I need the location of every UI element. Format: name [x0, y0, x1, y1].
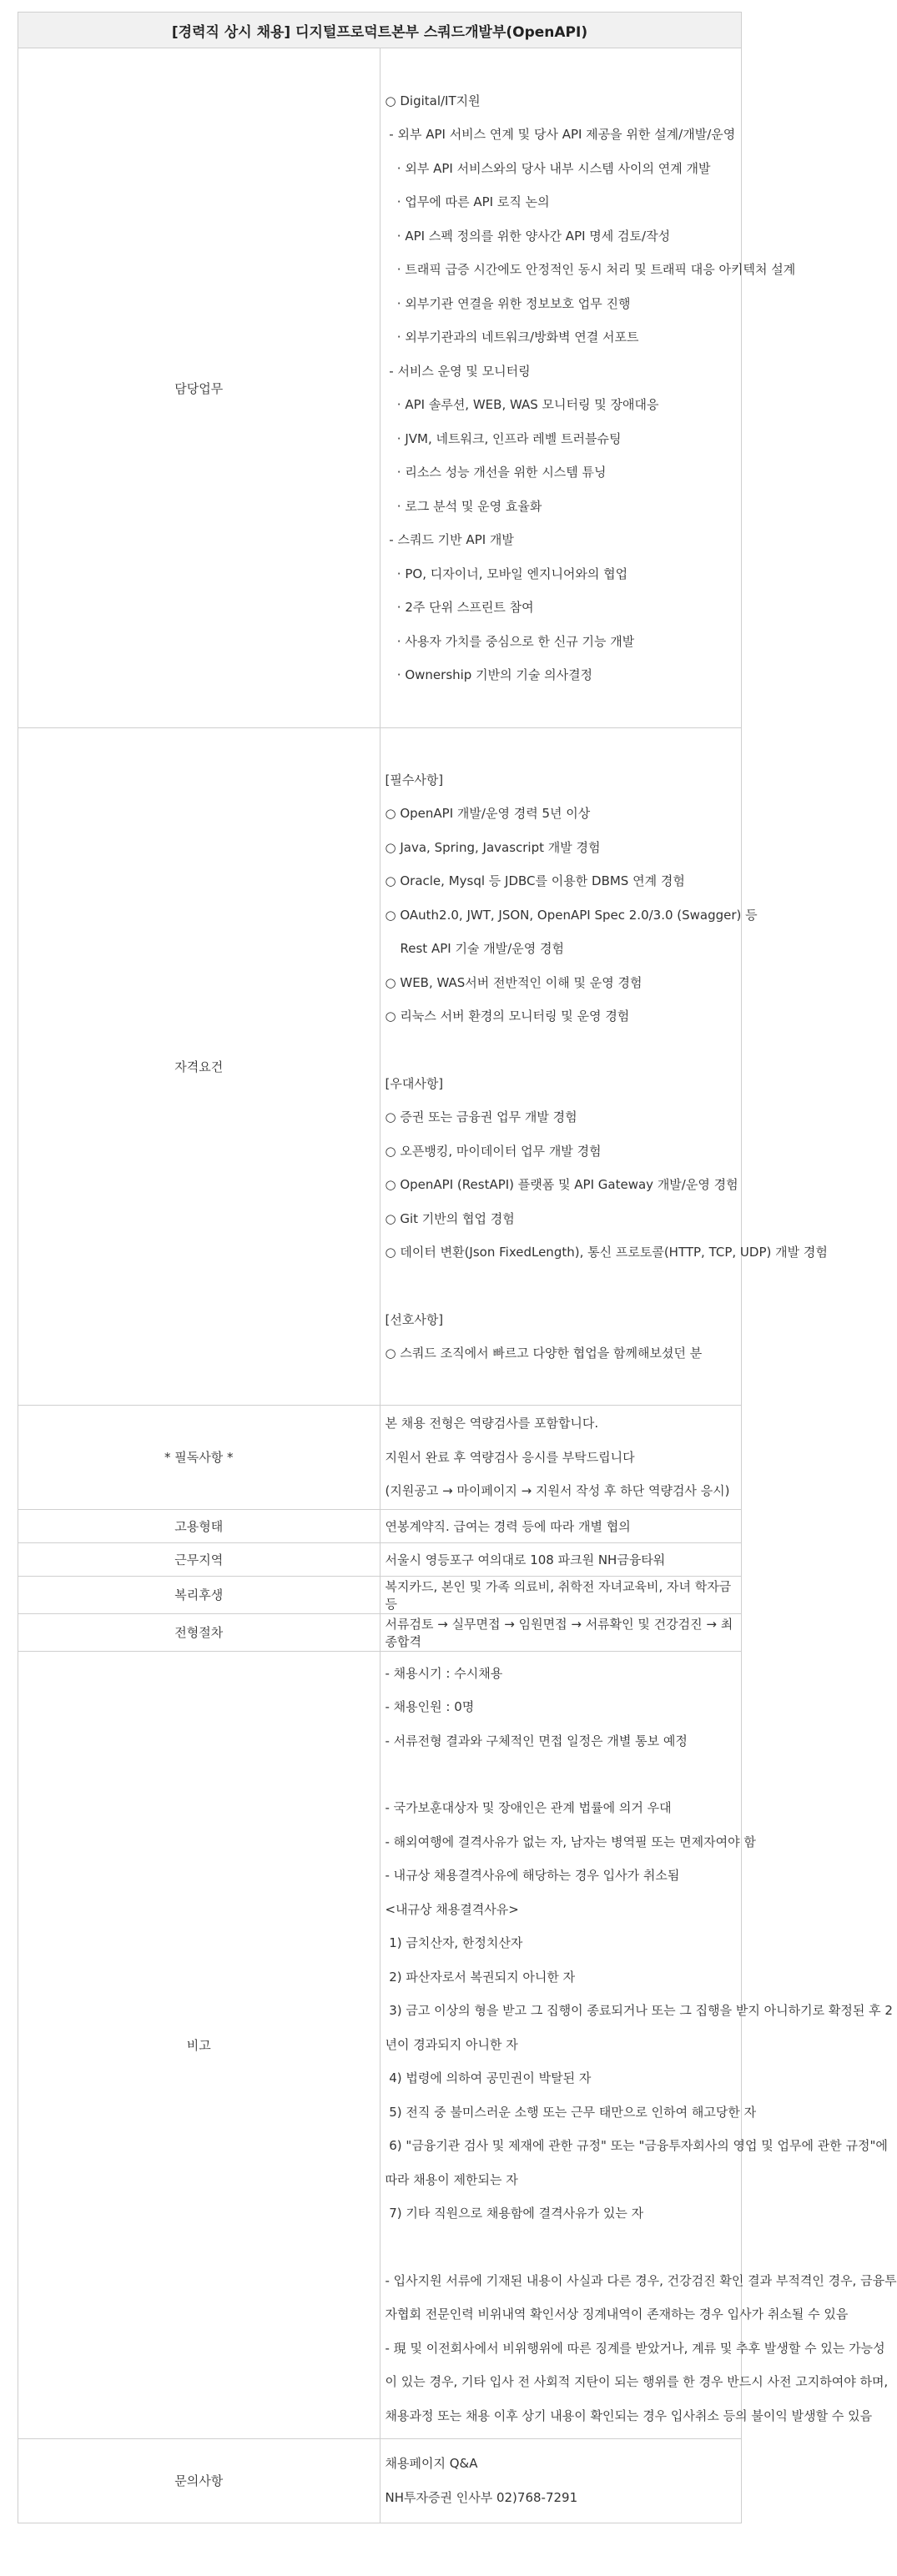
notes-line: 3) 금고 이상의 형을 받고 그 집행이 종료되거나 또는 그 집행을 받지 아니하기로 확정된 후 2 [385, 2003, 893, 2019]
row-label-must-read: * 필독사항 * [18, 1406, 380, 1510]
duties-line: · 업무에 따른 API 로직 논의 [385, 194, 550, 209]
notes-content [380, 1651, 897, 2438]
employment-type-value: 연봉계약직. 급여는 경력 등에 따라 개별 협의 [380, 1509, 742, 1542]
row-label-notes: 비고 [18, 1651, 380, 2438]
notes-line: - 해외여행에 결격사유가 없는 자, 남자는 병역필 또는 면제자여야 함 [385, 1834, 756, 1849]
bonus-item: ○ 스쿼드 조직에서 빠르고 다양한 협업을 함께해보셨던 분 [385, 1346, 703, 1361]
qualifications-content [380, 728, 828, 1406]
preferred-item: ○ 증권 또는 금융권 업무 개발 경험 [385, 1109, 577, 1124]
must-read-line: 본 채용 전형은 역량검사를 포함합니다. [385, 1416, 599, 1431]
bonus-title: [선호사항] [385, 1311, 444, 1327]
duties-line: - 외부 API 서비스 연계 및 당사 API 제공을 위한 설계/개발/운영 [385, 127, 736, 142]
duties-line: · 사용자 가치를 중심으로 한 신규 기능 개발 [385, 633, 635, 649]
duties-line: · 외부기관 연결을 위한 정보보호 업무 진행 [385, 295, 631, 311]
notes-line: - 채용인원 : 0명 [385, 1699, 475, 1715]
row-employment-type [18, 1509, 742, 1542]
row-label-benefits: 복리후생 [18, 1576, 380, 1613]
duties-line: · 리소스 성능 개선을 위한 시스템 튜닝 [385, 465, 607, 480]
duties-line: · Ownership 기반의 기술 의사결정 [385, 667, 593, 682]
posting-title: [경력직 상시 채용] 디지털프로덕트본부 스쿼드개발부(OpenAPI) [18, 13, 742, 48]
row-benefits [18, 1576, 742, 1613]
duties-content [380, 48, 796, 728]
required-item: ○ OpenAPI 개발/운영 경력 5년 이상 [385, 806, 591, 821]
notes-line: - 現 및 이전회사에서 비위행위에 따른 징계를 받았거나, 계류 및 추후 발생할 수 있는 가능성 [385, 2340, 885, 2356]
notes-line: - 국가보훈대상자 및 장애인은 관계 법률에 의거 우대 [385, 1800, 672, 1816]
duties-line: - 서비스 운영 및 모니터링 [385, 363, 531, 379]
preferred-item: ○ OpenAPI (RestAPI) 플랫폼 및 API Gateway 개발/운영 경험 [385, 1177, 738, 1192]
notes-line: 5) 전직 중 불미스러운 소행 또는 근무 태만으로 인하여 해고당한 자 [385, 2104, 757, 2120]
notes-line: - 채용시기 : 수시채용 [385, 1665, 503, 1681]
notes-line: 년이 경과되지 아니한 자 [385, 2036, 518, 2052]
row-label-qualifications: 자격요건 [18, 728, 380, 1406]
required-item: ○ OAuth2.0, JWT, JSON, OpenAPI Spec 2.0/3.0 (Swagger) 등 [385, 907, 758, 923]
duties-line: · 2주 단위 스프린트 참여 [385, 600, 534, 615]
notes-line: 따라 채용이 제한되는 자 [385, 2171, 518, 2187]
row-label-employment-type: 고용형태 [18, 1509, 380, 1542]
required-item: ○ Oracle, Mysql 등 JDBC를 이용한 DBMS 연계 경험 [385, 873, 685, 888]
row-duties [18, 48, 742, 728]
title-row [18, 13, 742, 48]
notes-line: 6) "금융기관 검사 및 제재에 관한 규정" 또는 "금융투자회사의 영업 및 업무에 관한 규정"에 [385, 2138, 888, 2154]
row-label-duties: 담당업무 [18, 48, 380, 728]
notes-line: 4) 법령에 의하여 공민권이 박탈된 자 [385, 2070, 592, 2086]
preferred-item: ○ Git 기반의 협업 경험 [385, 1210, 515, 1226]
required-item: ○ WEB, WAS서버 전반적인 이해 및 운영 경험 [385, 974, 643, 990]
required-item: ○ Java, Spring, Javascript 개발 경험 [385, 839, 601, 855]
notes-line: 7) 기타 직원으로 채용함에 결격사유가 있는 자 [385, 2206, 644, 2221]
required-title: [필수사항] [385, 772, 444, 787]
job-posting [18, 12, 897, 2523]
job-posting-table [18, 12, 897, 2523]
preferred-title: [우대사항] [385, 1075, 444, 1091]
must-read-content [380, 1406, 742, 1510]
duties-line: · 로그 분석 및 운영 효율화 [385, 498, 542, 514]
row-label-process: 전형절차 [18, 1613, 380, 1651]
notes-line: - 서류전형 결과와 구체적인 면접 일정은 개별 통보 예정 [385, 1733, 688, 1748]
row-contact [18, 2438, 742, 2523]
row-must-read [18, 1406, 742, 1510]
duties-line: ○ Digital/IT지원 [385, 93, 481, 108]
required-item: Rest API 기술 개발/운영 경험 [400, 941, 564, 956]
row-location [18, 1542, 742, 1576]
preferred-item: ○ 데이터 변환(Json FixedLength), 통신 프로토콜(HTTP, TCP, UDP) 개발 경험 [385, 1245, 828, 1260]
notes-line: <내규상 채용결격사유> [385, 1901, 519, 1917]
notes-line: 자협회 전문인력 비위내역 확인서상 징계내역이 존재하는 경우 입사가 취소될 수 있음 [385, 2307, 849, 2322]
duties-line: · 외부기관과의 네트워크/방화벽 연결 서포트 [385, 330, 639, 345]
contact-line: NH투자증권 인사부 02)768-7291 [385, 2489, 578, 2505]
duties-line: · API 스펙 정의를 위한 양사간 API 명세 검토/작성 [385, 228, 671, 244]
row-label-contact: 문의사항 [18, 2438, 380, 2523]
benefits-value: 복지카드, 본인 및 가족 의료비, 취학전 자녀교육비, 자녀 학자금 등 [380, 1576, 742, 1613]
notes-line: - 입사지원 서류에 기재된 내용이 사실과 다른 경우, 건강검진 확인 결과 부적격인 경우, 금융투 [385, 2272, 897, 2288]
duties-line: · 트래픽 급증 시간에도 안정적인 동시 처리 및 트래픽 대응 아키텍처 설계 [385, 262, 796, 277]
required-item: ○ 리눅스 서버 환경의 모니터링 및 운영 경험 [385, 1009, 630, 1024]
duties-line: - 스쿼드 기반 API 개발 [385, 532, 514, 547]
duties-line: · PO, 디자이너, 모바일 엔지니어와의 협업 [385, 566, 628, 581]
notes-line: 2) 파산자로서 복권되지 아니한 자 [385, 1969, 576, 1985]
row-label-location: 근무지역 [18, 1542, 380, 1576]
contact-content [380, 2438, 742, 2523]
location-value: 서울시 영등포구 여의대로 108 파크원 NH금융타워 [380, 1542, 742, 1576]
notes-line: 1) 금치산자, 한정치산자 [385, 1935, 523, 1951]
duties-line: · 외부 API 서비스와의 당사 내부 시스템 사이의 연계 개발 [385, 160, 711, 176]
notes-line: 채용과정 또는 채용 이후 상기 내용이 확인되는 경우 입사취소 등의 불이익 발생할 수 있음 [385, 2407, 873, 2423]
contact-line: 채용페이지 Q&A [385, 2456, 478, 2471]
must-read-line: 지원서 완료 후 역량검사 응시를 부탁드립니다 [385, 1449, 635, 1465]
duties-line: · JVM, 네트워크, 인프라 레벨 트러블슈팅 [385, 430, 622, 446]
row-qualifications [18, 728, 742, 1406]
notes-line: - 내규상 채용결격사유에 해당하는 경우 입사가 취소됨 [385, 1868, 680, 1884]
notes-line: 이 있는 경우, 기타 입사 전 사회적 지탄이 되는 행위를 한 경우 반드시 사전 고지하여야 하며, [385, 2374, 889, 2390]
row-process [18, 1613, 742, 1651]
must-read-line: (지원공고 → 마이페이지 → 지원서 작성 후 하단 역량검사 응시) [385, 1483, 730, 1498]
duties-line: · API 솔루션, WEB, WAS 모니터링 및 장애대응 [385, 397, 659, 412]
row-notes [18, 1651, 742, 2438]
process-value: 서류검토 → 실무면접 → 임원면접 → 서류확인 및 건강검진 → 최종합격 [380, 1613, 742, 1651]
preferred-item: ○ 오픈뱅킹, 마이데이터 업무 개발 경험 [385, 1143, 602, 1159]
